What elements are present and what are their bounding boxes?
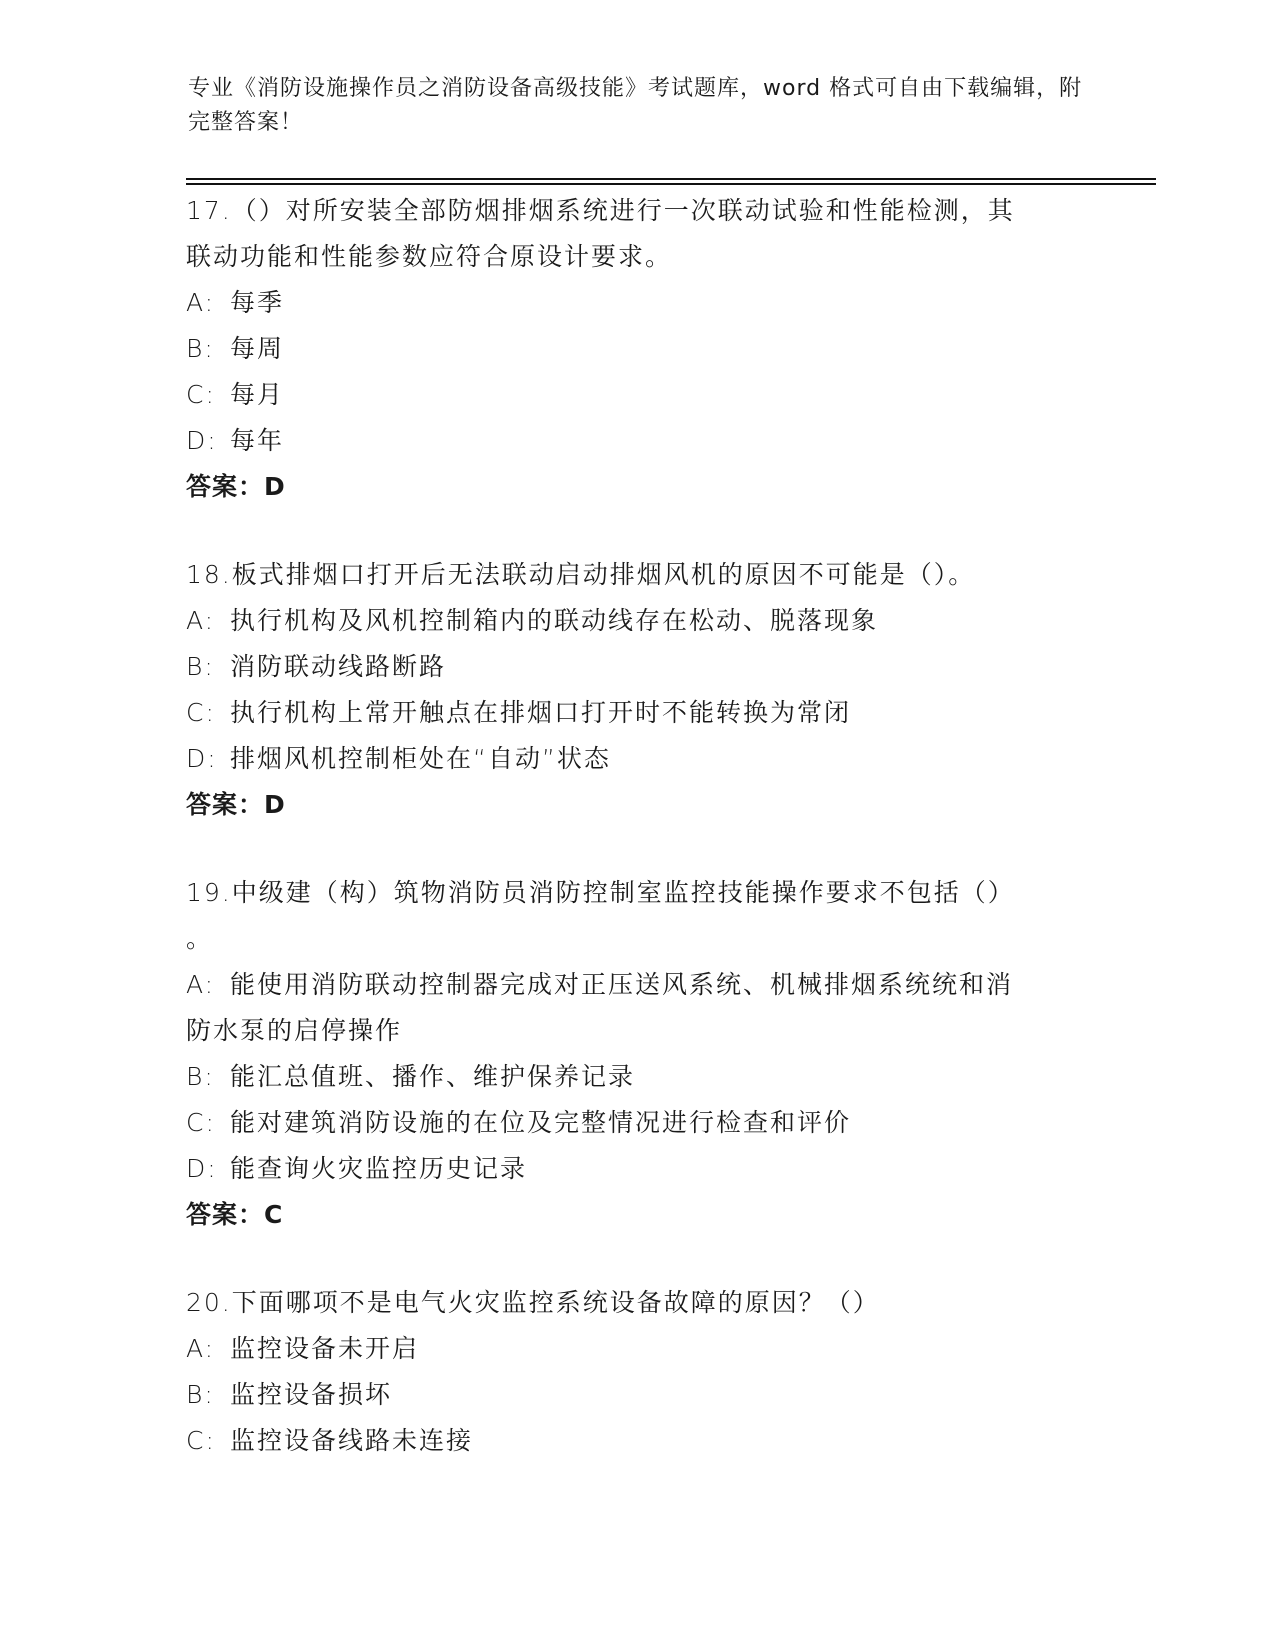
question-stem: 19.中级建（构）筑物消防员消防控制室监控技能操作要求不包括（）: [186, 878, 1015, 907]
option-label: A:: [186, 970, 216, 999]
option-c: [186, 690, 1086, 736]
answer-line: 答案：D: [186, 790, 286, 819]
option-c: [186, 1418, 1086, 1464]
header-divider-bottom: [186, 183, 1156, 185]
option-label: A:: [186, 288, 216, 317]
option-a-continued: 防水泵的启停操作: [186, 1016, 403, 1045]
option-text: 每季: [230, 288, 285, 317]
question-stem: 18.板式排烟口打开后无法联动启动排烟风机的原因不可能是（）。: [186, 560, 976, 589]
option-d: [186, 1146, 1086, 1192]
option-text: 监控设备未开启: [230, 1334, 420, 1363]
header-divider-top: [186, 178, 1156, 180]
option-text: 能汇总值班、播作、维护保养记录: [230, 1062, 636, 1091]
option-text: 监控设备损坏: [230, 1380, 393, 1409]
option-text: 执行机构上常开触点在排烟口打开时不能转换为常闭: [230, 698, 852, 727]
option-label: D:: [186, 744, 218, 773]
question-17: [186, 188, 1086, 510]
option-label: B:: [186, 1062, 215, 1091]
option-label: A:: [186, 606, 216, 635]
option-text: 能查询火灾监控历史记录: [230, 1154, 528, 1183]
option-text: 能使用消防联动控制器完成对正压送风系统、机械排烟系统统和消: [230, 970, 1014, 999]
option-label: C:: [186, 1108, 216, 1137]
question-list: [186, 188, 1086, 1464]
option-b: [186, 644, 1086, 690]
option-label: C:: [186, 1426, 216, 1455]
option-text: 执行机构及风机控制箱内的联动线存在松动、脱落现象: [230, 606, 879, 635]
option-label: B:: [186, 334, 215, 363]
question-19: [186, 870, 1086, 1238]
option-text: 排烟风机控制柜处在“自动”状态: [230, 744, 611, 773]
option-text: 每周: [230, 334, 285, 363]
question-20: [186, 1280, 1086, 1464]
option-text: 能对建筑消防设施的在位及完整情况进行检查和评价: [230, 1108, 852, 1137]
option-text: 每年: [230, 426, 285, 455]
document-header: 专业《消防设施操作员之消防设备高级技能》考试题库，word 格式可自由下载编辑，附完整答案！: [188, 76, 1083, 135]
answer-line: 答案：D: [186, 472, 286, 501]
option-label: A:: [186, 1334, 216, 1363]
option-a: [186, 598, 1086, 644]
answer-line: 答案：C: [186, 1200, 284, 1229]
question-stem-continued: 联动功能和性能参数应符合原设计要求。: [186, 242, 673, 271]
option-d: [186, 736, 1086, 782]
question-18: [186, 552, 1086, 828]
option-label: D:: [186, 1154, 218, 1183]
option-label: C:: [186, 380, 216, 409]
option-label: D:: [186, 426, 218, 455]
question-stem: 17.（）对所安装全部防烟排烟系统进行一次联动试验和性能检测，其: [186, 196, 1015, 225]
option-b: [186, 1372, 1086, 1418]
option-d: [186, 418, 1086, 464]
option-c: [186, 372, 1086, 418]
option-a: [186, 962, 1086, 1008]
question-stem: 20.下面哪项不是电气火灾监控系统设备故障的原因？（）: [186, 1288, 880, 1317]
option-a: [186, 280, 1086, 326]
option-text: 每月: [230, 380, 285, 409]
option-b: [186, 326, 1086, 372]
option-label: B:: [186, 1380, 215, 1409]
option-b: [186, 1054, 1086, 1100]
option-a: [186, 1326, 1086, 1372]
option-text: 监控设备线路未连接: [230, 1426, 474, 1455]
option-label: C:: [186, 698, 216, 727]
option-label: B:: [186, 652, 215, 681]
option-c: [186, 1100, 1086, 1146]
option-text: 消防联动线路断路: [230, 652, 447, 681]
question-stem-continued: 。: [186, 924, 214, 953]
